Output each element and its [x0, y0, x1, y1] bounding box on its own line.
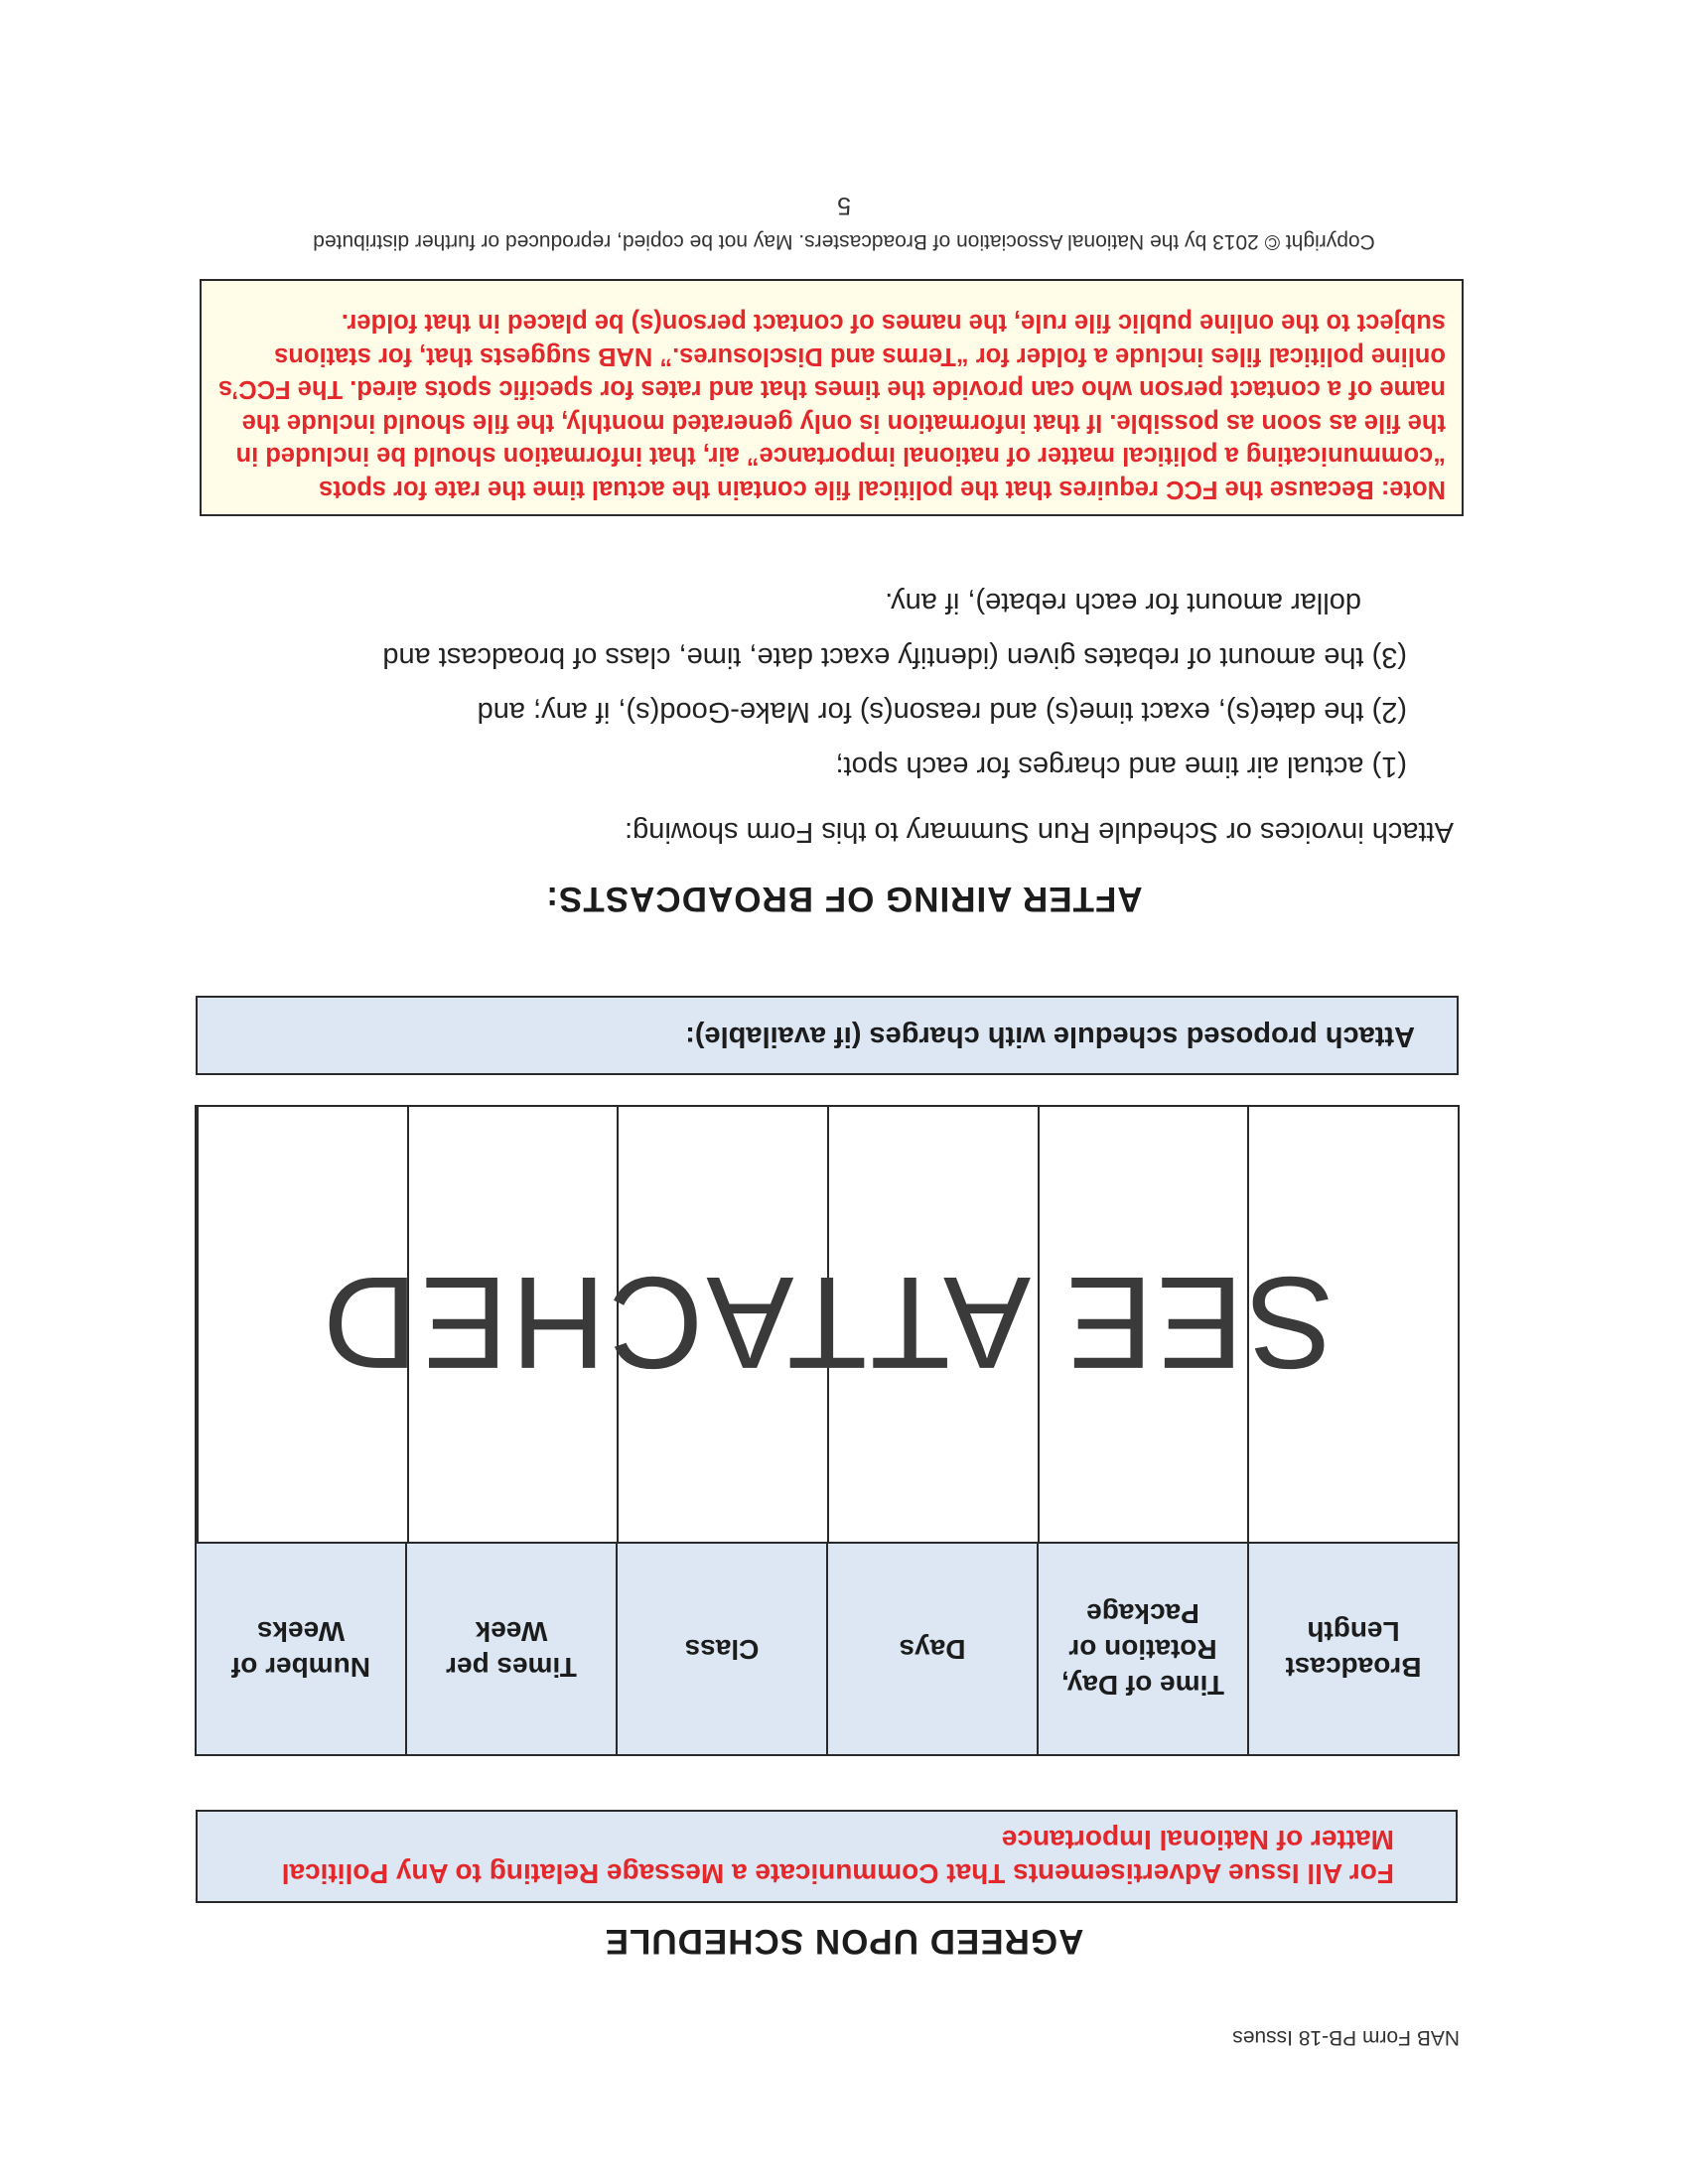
- fcc-note-text: Note: Because the FCC requires that the political file contain the actual time the rate for spots “communicating a political matter of national importance” air, that information should be included in the file as soon as possible. If that information is only generated monthly, the file should include the name of a contact person who can provide the times that and rates for specific spots aired. The FCC’s online political files include a folder for “Terms and Disclosures.” NAB suggests that, for stations subject to the online public file rule, the names of contact person(s) be placed in that folder.: [217, 309, 1446, 503]
- page-number: 5: [837, 192, 851, 219]
- after-airing-instructions: [212, 575, 1454, 848]
- schedule-table-header: [197, 1542, 1458, 1754]
- column-header-class: Class: [616, 1544, 826, 1754]
- agreed-schedule-heading: AGREED UPON SCHEDULE: [604, 1922, 1084, 1961]
- issue-banner-box: [196, 1810, 1458, 1903]
- after-airing-heading: AFTER AIRING OF BROADCASTS:: [545, 880, 1143, 918]
- column-header-days: Days: [826, 1544, 1037, 1754]
- instruction-item: (2) the date(s), exact time(s) and reason(s) for Make-Good(s), if any; and: [477, 696, 1407, 728]
- fcc-note-box: [200, 279, 1464, 516]
- column-header-number-of-weeks: Number of Weeks: [231, 1616, 370, 1683]
- instruction-item: dollar amount for each rebate), if any.: [885, 587, 1361, 618]
- form-id: NAB Form PB-18 Issues: [1232, 2026, 1460, 2049]
- attach-schedule-box: [196, 996, 1459, 1075]
- schedule-table-row: [197, 1105, 1458, 1542]
- copyright-notice: Copyright © 2013 by the National Association of Broadcasters. May not be copied, reproduced or further distributed: [313, 230, 1375, 253]
- column-header-time-of-day: Time of Day, Rotation or Package: [1037, 1544, 1247, 1754]
- column-header-broadcast-length: Broadcast Length: [1247, 1544, 1458, 1754]
- attach-schedule-text: Attach proposed schedule with charges (if available):: [685, 1021, 1415, 1052]
- instruction-item: (3) the amount of rebates given (identify exact date, time, class of broadcast and: [382, 641, 1407, 673]
- issue-banner-text: For All Issue Advertisements That Communicate a Message Relating to Any Political Matter of National Importance: [281, 1825, 1394, 1889]
- instructions-lead: Attach invoices or Schedule Run Summary to this Form showing:: [625, 816, 1454, 848]
- column-header-times-per-week: Times per Week: [405, 1544, 616, 1754]
- schedule-table: [195, 1105, 1460, 1756]
- see-attached-stamp: SEE ATTACHED: [320, 1250, 1335, 1397]
- instruction-item: (1) actual air time and charges for each spot;: [835, 751, 1407, 782]
